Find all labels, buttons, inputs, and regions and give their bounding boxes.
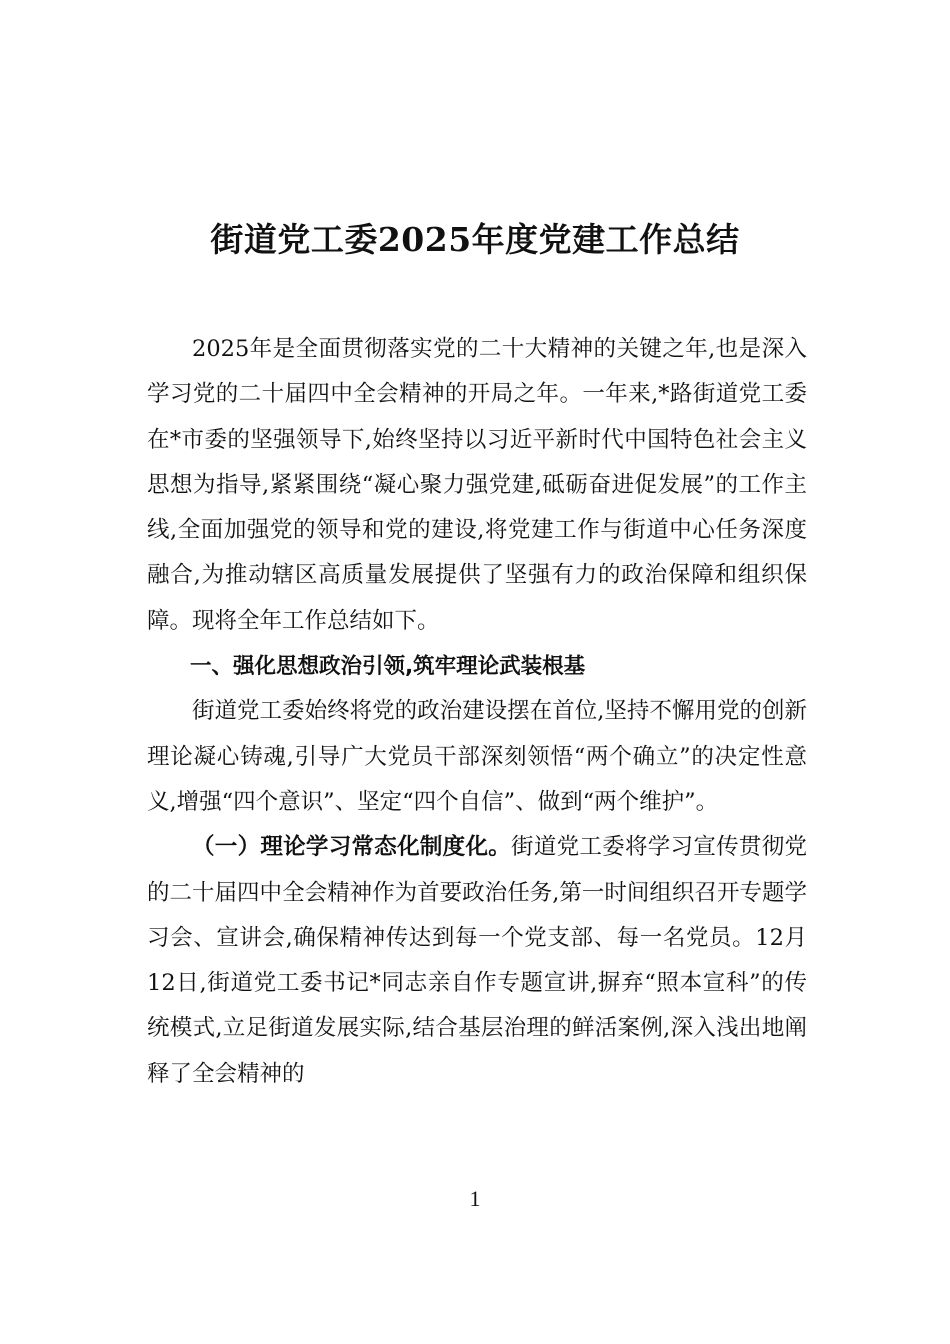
page-number: 1: [469, 1186, 481, 1211]
document-title: 街道党工委2025年度党建工作总结: [210, 220, 740, 260]
subsection-1-lead: （一）理论学习常态化制度化。: [192, 834, 512, 861]
subsection-1-paragraph: [147, 825, 807, 1097]
document-body: [147, 327, 807, 1097]
section-heading-1: 一、强化思想政治引领,筑牢理论武装根基: [190, 654, 586, 680]
subsection-1-body: 街道党工委将学习宣传贯彻党的二十届四中全会精神作为首要政治任务,第一时间组织召开专题学习会、宣讲会,确保精神传达到每一个党支部、每一名党员。12月12日,街道党工委书记*同志亲自作专题宣讲,摒弃“照本宣科”的传统模式,立足街道发展实际,结合基层治理的鲜活案例,深入浅出地阐释了全会精神的: [147, 834, 807, 1087]
intro-paragraph: 2025年是全面贯彻落实党的二十大精神的关键之年,也是深入学习党的二十届四中全会精神的开局之年。一年来,*路街道党工委在*市委的坚强领导下,始终坚持以习近平新时代中国特色社会主义思想为指导,紧紧围绕“凝心聚力强党建,砥砺奋进促发展”的工作主线,全面加强党的领导和党的建设,将党建工作与街道中心任务深度融合,为推动辖区高质量发展提供了坚强有力的政治保障和组织保障。现将全年工作总结如下。: [147, 336, 807, 634]
section-1-paragraph: 街道党工委始终将党的政治建设摆在首位,坚持不懈用党的创新理论凝心铸魂,引导广大党员干部深刻领悟“两个确立”的决定性意义,增强“四个意识”、坚定“四个自信”、做到“两个维护”。: [147, 698, 807, 815]
